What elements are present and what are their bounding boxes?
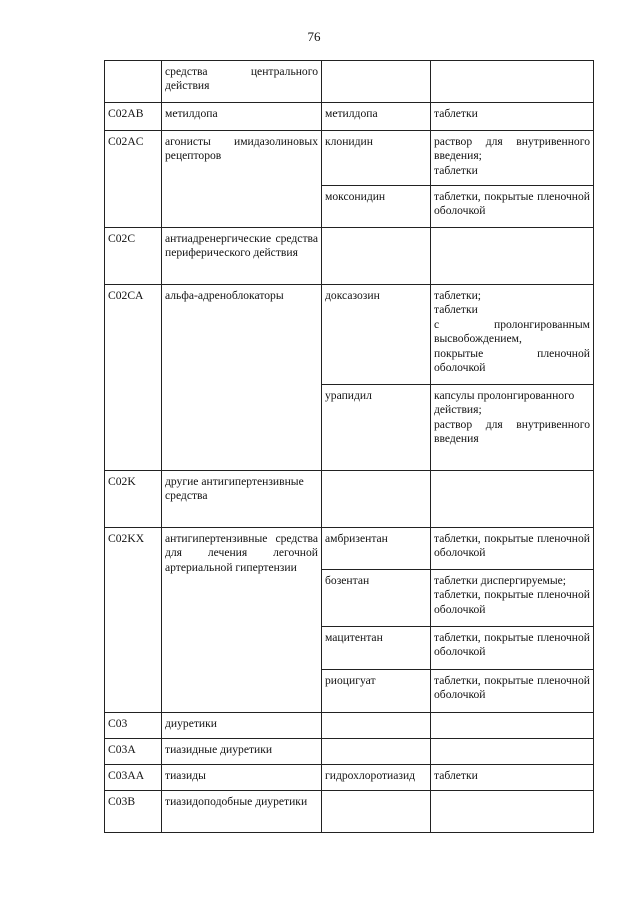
- form-cell: [431, 570, 594, 627]
- form-cell: [431, 228, 594, 285]
- drug-table: [104, 60, 594, 833]
- atc-code-cell: C02CA: [105, 285, 162, 471]
- form-cell: [431, 713, 594, 739]
- table-row: [105, 739, 594, 765]
- form-cell: таблетки: [431, 765, 594, 791]
- atc-code-cell: C03A: [105, 739, 162, 765]
- form-line: с пролонгированным высвобождением,: [434, 317, 590, 346]
- drug-cell: бозентан: [322, 570, 431, 627]
- drug-cell: моксонидин: [322, 186, 431, 228]
- form-cell: [431, 471, 594, 528]
- group-cell: другие антигипертензивные средства: [162, 471, 322, 528]
- group-cell: тиазидные диуретики: [162, 739, 322, 765]
- atc-code-cell: C02C: [105, 228, 162, 285]
- page-number: 76: [307, 29, 321, 44]
- table-row: [105, 528, 594, 570]
- drug-cell: гидрохлоротиазид: [322, 765, 431, 791]
- drug-cell: метилдопа: [322, 103, 431, 131]
- atc-code-cell: C02AB: [105, 103, 162, 131]
- form-line: таблетки: [434, 163, 478, 177]
- drug-cell: [322, 471, 431, 528]
- group-cell: тиазидоподобные диуретики: [162, 791, 322, 833]
- table-row: [105, 285, 594, 385]
- table-row: [105, 713, 594, 739]
- form-line: покрытые пленочной оболочкой: [434, 346, 590, 375]
- table-row: [105, 791, 594, 833]
- drug-cell: [322, 61, 431, 103]
- form-cell: [431, 131, 594, 186]
- form-cell: [431, 61, 594, 103]
- form-cell: таблетки, покрытые пленочной оболочкой: [431, 670, 594, 713]
- form-cell: [431, 739, 594, 765]
- drug-cell: риоцигуат: [322, 670, 431, 713]
- form-cell: таблетки: [431, 103, 594, 131]
- drug-cell: мацитентан: [322, 627, 431, 670]
- group-cell: диуретики: [162, 713, 322, 739]
- form-cell: [431, 285, 594, 385]
- table-row: [105, 103, 594, 131]
- form-line: таблетки;: [434, 289, 482, 302]
- drug-cell: доксазозин: [322, 285, 431, 385]
- atc-code-cell: C03: [105, 713, 162, 739]
- drug-cell: [322, 791, 431, 833]
- group-cell: агонисты имидазолиновых рецепторов: [162, 131, 322, 228]
- atc-code-cell: C02AC: [105, 131, 162, 228]
- form-line: капсулы пролонгированного действия;: [434, 389, 575, 417]
- atc-code-cell: [105, 61, 162, 103]
- form-line: таблетки: [434, 303, 478, 317]
- form-line: раствор для внутривенного введения;: [434, 135, 590, 163]
- atc-code-cell: C02KX: [105, 528, 162, 713]
- form-line: таблетки диспергируемые;: [434, 574, 566, 587]
- form-cell: таблетки, покрытые пленочной оболочкой: [431, 186, 594, 228]
- table-row: [105, 131, 594, 186]
- atc-code-cell: C03B: [105, 791, 162, 833]
- group-cell: средства центрального действия: [162, 61, 322, 103]
- group-cell: антиадренергические средства периферического действия: [162, 228, 322, 285]
- group-cell: метилдопа: [162, 103, 322, 131]
- table-row: [105, 61, 594, 103]
- group-cell: тиазиды: [162, 765, 322, 791]
- form-line: таблетки, покрытые пленочной оболочкой: [434, 588, 590, 616]
- drug-cell: [322, 739, 431, 765]
- table-row: [105, 765, 594, 791]
- drug-cell: урапидил: [322, 385, 431, 471]
- atc-code-cell: C02K: [105, 471, 162, 528]
- form-line: раствор для внутривенного введения: [434, 417, 590, 446]
- form-cell: [431, 385, 594, 471]
- form-cell: таблетки, покрытые пленочной оболочкой: [431, 528, 594, 570]
- group-cell: антигипертензивные средства для лечения легочной артериальной гипертензии: [162, 528, 322, 713]
- group-cell: альфа-адреноблокаторы: [162, 285, 322, 471]
- form-cell: [431, 791, 594, 833]
- drug-cell: [322, 713, 431, 739]
- table-row: [105, 228, 594, 285]
- table-row: [105, 471, 594, 528]
- atc-code-cell: C03AA: [105, 765, 162, 791]
- drug-cell: амбризентан: [322, 528, 431, 570]
- form-cell: таблетки, покрытые пленочной оболочкой: [431, 627, 594, 670]
- drug-cell: клонидин: [322, 131, 431, 186]
- drug-cell: [322, 228, 431, 285]
